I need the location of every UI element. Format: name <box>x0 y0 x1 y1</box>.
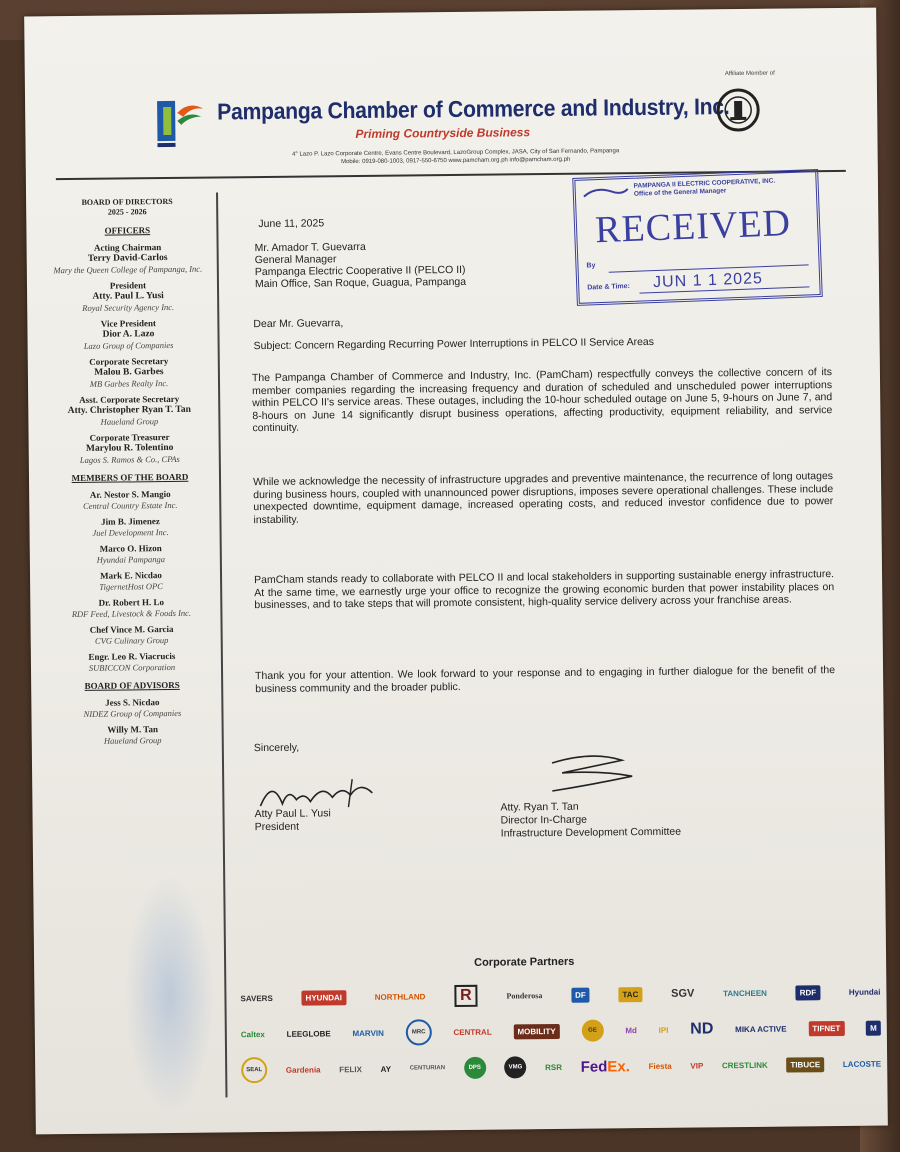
partner-logo: CRESTLINK <box>721 1060 768 1070</box>
officer-role: Asst. Corporate Secretary <box>79 393 180 405</box>
sidebar-divider <box>216 192 227 1097</box>
body-paragraph: While we acknowledge the necessity of infrastructure upgrades and preventive maintenance, the recurrence of long outages during business hours, coupled with unannounced power disruptions, imposes severe operational challenges. These include unexpected downtime, equipment damage, increased operating costs, and reduced investor confidence due to power instability. <box>252 470 834 526</box>
stamp-by-label: By <box>586 262 596 270</box>
signer1-name: Atty Paul L. Yusi <box>254 807 331 821</box>
partner-logo: MIKA ACTIVE <box>735 1024 787 1034</box>
pamcham-logo-icon <box>155 95 206 152</box>
director-signature <box>532 750 643 801</box>
partner-logo: Caltex <box>240 1029 265 1039</box>
fedex-ex: Ex. <box>607 1057 630 1075</box>
organization-name: Pampanga Chamber of Commerce and Industry, Inc. <box>217 93 730 125</box>
partner-logo: CENTURIAN <box>409 1065 446 1072</box>
partner-logo: MRC <box>406 1019 432 1045</box>
affiliate-seal-icon <box>715 87 761 133</box>
partner-logo: Md <box>625 1025 637 1035</box>
stamp-company <box>633 177 803 199</box>
partner-logo: Ponderosa <box>506 990 543 1000</box>
officer-role: Corporate Secretary <box>89 356 169 367</box>
partner-logo: MARVIN <box>352 1028 384 1038</box>
officer-name: Terry David-Carlos <box>87 253 168 264</box>
partners-logos <box>240 974 881 1089</box>
advisor-name: Willy M. Tan <box>107 724 158 735</box>
advisors-title: BOARD OF ADVISORS <box>84 679 180 691</box>
signer2-block <box>500 800 681 841</box>
officer-name: Marylou R. Tolentino <box>85 442 174 454</box>
partner-logo-fedex <box>581 1058 630 1076</box>
partner-logo: ND <box>690 1020 714 1038</box>
partner-logo: NORTHLAND <box>374 991 426 1002</box>
partner-logo: TAC <box>618 987 642 1002</box>
board-sidebar <box>46 197 214 747</box>
advisor-org: Haueland Group <box>103 735 162 746</box>
signer1-title: President <box>254 820 300 834</box>
addressee-line: Main Office, San Roque, Guagua, Pampanga <box>254 275 467 291</box>
member-name: Dr. Robert H. Lo <box>98 597 165 608</box>
contact-line: Mobile: 0919-080-1003, 0917-550-6750 www.pamcham.org.ph info@pamcham.org.ph <box>341 156 571 166</box>
member-org: Juel Development Inc. <box>92 527 169 538</box>
partner-logo: SGV <box>671 987 695 1000</box>
partner-logo: RDF <box>796 985 821 1000</box>
partner-logo: Gardenia <box>285 1064 321 1075</box>
partner-logo: RSR <box>545 1062 563 1072</box>
partner-logo: MOBILITY <box>513 1023 559 1038</box>
officer-role: Vice President <box>100 318 157 329</box>
officer-name: Atty. Christopher Ryan T. Tan <box>67 404 191 417</box>
partner-logo: HYUNDAI <box>301 990 346 1005</box>
member-name: Jim B. Jimenez <box>101 516 160 527</box>
members-title: MEMBERS OF THE BOARD <box>71 471 189 484</box>
officers-title: OFFICERS <box>104 225 151 236</box>
officer-name: Malou B. Garbes <box>94 367 164 378</box>
member-name: Chef Vince M. Garcia <box>89 623 174 635</box>
partner-logo: GE <box>581 1019 603 1041</box>
officer-org: MB Garbes Realty Inc. <box>89 378 169 389</box>
organization-tagline: Priming Countryside Business <box>355 125 531 142</box>
signer1-block <box>254 807 331 834</box>
board-years: 2025 - 2026 <box>107 207 147 217</box>
organization-address <box>226 147 686 168</box>
member-name: Engr. Leo R. Viacrucis <box>88 650 176 662</box>
body-paragraph: The Pampanga Chamber of Commerce and Industry, Inc. (PamCham) respectfully conveys the collective concern of its member companies regarding the increasing frequency and duration of scheduled and unscheduled power interruptions within PELCO II's service areas. These outages, including the 10-hour scheduled outage on June 5, 9-hours on June 7, and 8-hours on June 14 significantly disrupt business operations, affecting productivity, equipment reliability, and service continuity. <box>251 366 833 435</box>
letter-date: June 11, 2025 <box>258 217 325 231</box>
fedex-fed: Fed <box>580 1057 608 1076</box>
officer-name: Atty. Paul L. Yusi <box>92 291 164 302</box>
partner-logo: Hyundai <box>848 987 881 997</box>
stamp-date: JUN 1 1 2025 <box>652 270 764 292</box>
member-name: Ar. Nestor S. Mangio <box>89 488 171 500</box>
salutation: Dear Mr. Guevarra, <box>253 317 344 331</box>
member-org: CVG Culinary Group <box>94 635 169 646</box>
partner-logo: AY <box>380 1064 392 1074</box>
partner-logo: VIP <box>690 1060 704 1071</box>
partner-logo: TIBUCE <box>786 1057 824 1072</box>
partner-logo: DF <box>571 987 590 1002</box>
partner-logo: IPI <box>658 1025 669 1035</box>
addressee-line: General Manager <box>254 253 337 267</box>
member-org: Hyundai Pampanga <box>96 554 166 565</box>
signer2-name: Atty. Ryan T. Tan <box>500 800 579 814</box>
member-org: SUBICCON Corporation <box>88 661 176 673</box>
partner-logo: LEEGLOBE <box>286 1028 331 1039</box>
partner-logo: TIFNET <box>808 1020 844 1035</box>
partner-logo: CENTRAL <box>453 1027 492 1037</box>
subject-line: Subject: Concern Regarding Recurring Power Interruptions in PELCO II Service Areas <box>253 335 655 353</box>
partner-logo: DPS <box>464 1057 486 1079</box>
addressee-line: Pampanga Electric Cooperative II (PELCO II) <box>254 263 466 279</box>
pelco-logo-icon <box>582 185 630 201</box>
partner-logo: SAVERS <box>240 993 273 1003</box>
advisor-org: NIDEZ Group of Companies <box>83 707 182 719</box>
partner-logo: VMG <box>504 1056 526 1078</box>
partner-logo: LACOSTE <box>842 1059 882 1069</box>
letter-page <box>24 8 888 1135</box>
officer-org: Lagos S. Ramos & Co., CPAs <box>79 453 180 465</box>
officer-org: Mary the Queen College of Pampanga, Inc. <box>53 263 203 276</box>
partner-logo: TANCHEEN <box>723 988 767 998</box>
officer-role: Acting Chairman <box>93 242 162 253</box>
officer-org: Lazo Group of Companies <box>83 339 174 351</box>
stamp-date-label: Date & Time: <box>587 282 631 292</box>
closing: Sincerely, <box>253 741 300 755</box>
partners-row <box>241 1046 881 1089</box>
received-stamp <box>572 169 823 306</box>
partner-logo: R <box>454 985 478 1007</box>
board-title: BOARD OF DIRECTORS <box>81 196 173 207</box>
ink-smudge <box>123 875 216 1116</box>
officer-role: President <box>109 280 147 291</box>
partner-logo: SEAL <box>241 1057 267 1083</box>
stamp-office: Office of the General Manager <box>633 187 727 198</box>
officer-role: Corporate Treasurer <box>89 431 170 443</box>
partner-logo: Fiesta <box>648 1061 672 1071</box>
stamp-company-name: PAMPANGA II ELECTRIC COOPERATIVE, INC. <box>633 177 776 190</box>
officer-org: Haueland Group <box>100 416 159 427</box>
affiliate-label: Affiliate Member of <box>724 70 775 78</box>
body-paragraph: PamCham stands ready to collaborate with PELCO II and local stakeholders in supporting sustainable energy infrastructure. At the same time, we earnestly urge your office to recognize the growing economic burden that power instability places on businesses, and to take steps that will promote consistent, high-quality service delivery across your franchise areas. <box>254 568 835 612</box>
addressee-line: Mr. Amador T. Guevarra <box>254 240 366 255</box>
signer2-title: Director In-Charge <box>500 813 588 827</box>
body-paragraph: Thank you for your attention. We look forward to your response and to engaging in further dialogue for the benefit of the business community and the broader public. <box>255 664 836 695</box>
member-org: TigernetHost OPC <box>99 581 163 592</box>
address-line: 4° Lazo P. Lazo Corporate Centre, Evans Centre Boulevard, LazoGroup Complex, JASA, City of San Fernando, Pampanga <box>292 148 620 158</box>
partner-logo: M <box>866 1020 881 1035</box>
addressee-block <box>255 240 467 290</box>
advisor-name: Jess S. Nicdao <box>105 697 160 708</box>
partners-title: Corporate Partners <box>474 955 575 969</box>
partner-logo: FELIX <box>339 1064 362 1074</box>
stamp-received: RECEIVED <box>594 202 792 252</box>
member-name: Mark E. Nicdao <box>100 570 162 581</box>
member-org: RDF Feed, Livestock & Foods Inc. <box>71 607 192 620</box>
officer-org: Royal Security Agency Inc. <box>82 301 175 313</box>
member-name: Marco O. Hizon <box>99 543 162 554</box>
signer2-committee: Infrastructure Development Committee <box>500 825 682 840</box>
officer-name: Dior A. Lazo <box>102 329 155 340</box>
member-org: Central Country Estate Inc. <box>83 499 178 511</box>
